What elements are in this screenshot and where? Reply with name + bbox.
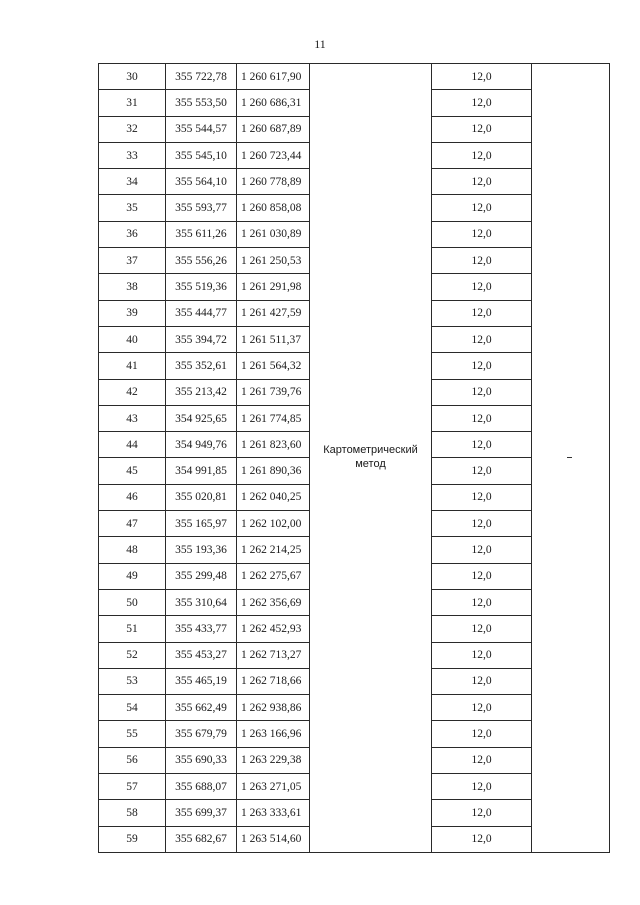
point-number-cell: 57 [99,774,166,800]
accuracy-cell: 12,0 [432,695,532,721]
coordinates-table [98,63,610,853]
x-coordinate-cell: 355 394,72 [166,326,237,352]
y-coordinate-cell: 1 263 166,96 [237,721,310,747]
point-number-cell: 59 [99,826,166,852]
accuracy-cell: 12,0 [432,221,532,247]
accuracy-cell: 12,0 [432,458,532,484]
y-coordinate-cell: 1 261 511,37 [237,326,310,352]
y-coordinate-cell: 1 262 718,66 [237,668,310,694]
table-row [99,64,610,90]
point-number-cell: 39 [99,300,166,326]
accuracy-cell: 12,0 [432,195,532,221]
x-coordinate-cell: 355 299,48 [166,563,237,589]
accuracy-cell: 12,0 [432,668,532,694]
y-coordinate-cell: 1 260 687,89 [237,116,310,142]
x-coordinate-cell: 355 722,78 [166,64,237,90]
accuracy-cell: 12,0 [432,169,532,195]
x-coordinate-cell: 355 444,77 [166,300,237,326]
accuracy-cell: 12,0 [432,405,532,431]
y-coordinate-cell: 1 260 778,89 [237,169,310,195]
x-coordinate-cell: 355 020,81 [166,484,237,510]
accuracy-cell: 12,0 [432,116,532,142]
accuracy-cell: 12,0 [432,248,532,274]
accuracy-cell: 12,0 [432,90,532,116]
point-number-cell: 51 [99,616,166,642]
x-coordinate-cell: 355 213,42 [166,379,237,405]
point-number-cell: 53 [99,668,166,694]
point-number-cell: 43 [99,405,166,431]
x-coordinate-cell: 355 352,61 [166,353,237,379]
y-coordinate-cell: 1 262 275,67 [237,563,310,589]
x-coordinate-cell: 355 564,10 [166,169,237,195]
accuracy-cell: 12,0 [432,589,532,615]
point-number-cell: 55 [99,721,166,747]
table-body [99,64,610,853]
point-number-cell: 36 [99,221,166,247]
x-coordinate-cell: 355 688,07 [166,774,237,800]
y-coordinate-cell: 1 261 774,85 [237,405,310,431]
accuracy-cell: 12,0 [432,616,532,642]
point-number-cell: 54 [99,695,166,721]
x-coordinate-cell: 355 662,49 [166,695,237,721]
method-cell: Картометрический метод [310,64,432,853]
x-coordinate-cell: 355 593,77 [166,195,237,221]
x-coordinate-cell: 355 553,50 [166,90,237,116]
accuracy-cell: 12,0 [432,800,532,826]
y-coordinate-cell: 1 261 291,98 [237,274,310,300]
accuracy-cell: 12,0 [432,326,532,352]
point-number-cell: 41 [99,353,166,379]
y-coordinate-cell: 1 261 890,36 [237,458,310,484]
y-coordinate-cell: 1 263 271,05 [237,774,310,800]
point-number-cell: 35 [99,195,166,221]
y-coordinate-cell: 1 261 823,60 [237,432,310,458]
x-coordinate-cell: 355 465,19 [166,668,237,694]
x-coordinate-cell: 355 544,57 [166,116,237,142]
accuracy-cell: 12,0 [432,64,532,90]
y-coordinate-cell: 1 262 713,27 [237,642,310,668]
x-coordinate-cell: 354 949,76 [166,432,237,458]
point-number-cell: 49 [99,563,166,589]
point-number-cell: 44 [99,432,166,458]
accuracy-cell: 12,0 [432,826,532,852]
accuracy-cell: 12,0 [432,353,532,379]
y-coordinate-cell: 1 263 514,60 [237,826,310,852]
point-number-cell: 52 [99,642,166,668]
x-coordinate-cell: 355 545,10 [166,142,237,168]
x-coordinate-cell: 355 556,26 [166,248,237,274]
y-coordinate-cell: 1 262 040,25 [237,484,310,510]
accuracy-cell: 12,0 [432,747,532,773]
point-number-cell: 42 [99,379,166,405]
y-coordinate-cell: 1 260 617,90 [237,64,310,90]
accuracy-cell: 12,0 [432,300,532,326]
point-number-cell: 46 [99,484,166,510]
point-number-cell: 34 [99,169,166,195]
point-number-cell: 30 [99,64,166,90]
point-number-cell: 56 [99,747,166,773]
x-coordinate-cell: 355 310,64 [166,589,237,615]
y-coordinate-cell: 1 263 333,61 [237,800,310,826]
y-coordinate-cell: 1 261 427,59 [237,300,310,326]
accuracy-cell: 12,0 [432,774,532,800]
point-number-cell: 32 [99,116,166,142]
accuracy-cell: 12,0 [432,432,532,458]
accuracy-cell: 12,0 [432,484,532,510]
x-coordinate-cell: 355 433,77 [166,616,237,642]
dash-mark [567,457,572,458]
point-number-cell: 45 [99,458,166,484]
y-coordinate-cell: 1 262 102,00 [237,511,310,537]
x-coordinate-cell: 355 699,37 [166,800,237,826]
y-coordinate-cell: 1 261 564,32 [237,353,310,379]
y-coordinate-cell: 1 260 686,31 [237,90,310,116]
x-coordinate-cell: 355 193,36 [166,537,237,563]
x-coordinate-cell: 355 611,26 [166,221,237,247]
point-number-cell: 47 [99,511,166,537]
y-coordinate-cell: 1 261 030,89 [237,221,310,247]
y-coordinate-cell: 1 261 739,76 [237,379,310,405]
accuracy-cell: 12,0 [432,537,532,563]
x-coordinate-cell: 355 679,79 [166,721,237,747]
x-coordinate-cell: 355 519,36 [166,274,237,300]
accuracy-cell: 12,0 [432,721,532,747]
point-number-cell: 37 [99,248,166,274]
y-coordinate-cell: 1 261 250,53 [237,248,310,274]
accuracy-cell: 12,0 [432,274,532,300]
point-number-cell: 38 [99,274,166,300]
y-coordinate-cell: 1 262 356,69 [237,589,310,615]
point-number-cell: 40 [99,326,166,352]
accuracy-cell: 12,0 [432,379,532,405]
y-coordinate-cell: 1 260 858,08 [237,195,310,221]
point-number-cell: 58 [99,800,166,826]
point-number-cell: 31 [99,90,166,116]
x-coordinate-cell: 355 690,33 [166,747,237,773]
accuracy-cell: 12,0 [432,511,532,537]
point-number-cell: 50 [99,589,166,615]
point-number-cell: 48 [99,537,166,563]
x-coordinate-cell: 354 991,85 [166,458,237,484]
x-coordinate-cell: 354 925,65 [166,405,237,431]
accuracy-cell: 12,0 [432,642,532,668]
y-coordinate-cell: 1 262 452,93 [237,616,310,642]
y-coordinate-cell: 1 260 723,44 [237,142,310,168]
x-coordinate-cell: 355 453,27 [166,642,237,668]
accuracy-cell: 12,0 [432,563,532,589]
x-coordinate-cell: 355 165,97 [166,511,237,537]
y-coordinate-cell: 1 262 938,86 [237,695,310,721]
accuracy-cell: 12,0 [432,142,532,168]
y-coordinate-cell: 1 262 214,25 [237,537,310,563]
x-coordinate-cell: 355 682,67 [166,826,237,852]
point-number-cell: 33 [99,142,166,168]
y-coordinate-cell: 1 263 229,38 [237,747,310,773]
page-number: 11 [314,37,326,51]
